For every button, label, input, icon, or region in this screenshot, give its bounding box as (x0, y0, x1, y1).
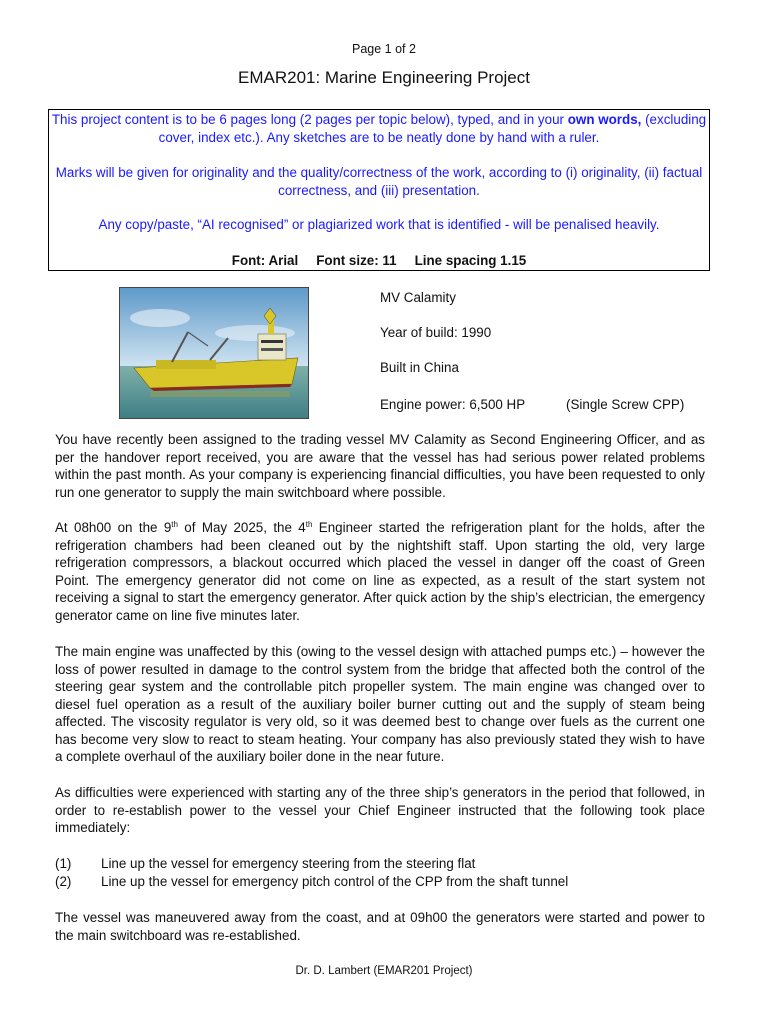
notice-paragraph-2: Marks will be given for originality and the quality/correctness of the work, according to (i) originality, (ii) factual correctness, and (iii) presentation. (55, 165, 703, 198)
list-item (55, 856, 475, 871)
text-run: At 08h00 on the 9 (55, 520, 172, 535)
notice-paragraph-3: Any copy/paste, “AI recognised” or plagiarized work that is identified - will be penalised heavily. (98, 217, 660, 232)
list-text: Line up the vessel for emergency steering from the steering flat (101, 856, 476, 871)
paragraph-blackout (55, 519, 705, 624)
page-number: Page 1 of 2 (352, 42, 416, 56)
engine-power-value: Engine power: 6,500 HP (380, 397, 526, 412)
paragraph-text: The main engine was unaffected by this (owing to the vessel design with attached pumps etc.) – however the loss of power resulted in damage to the control system from the bridge that affected both the control of the steering gear system and the controllable pitch propeller system. The main engine was changed over to diesel fuel operation as a result of the auxiliary boiler burner cutting out and the supply of steam being affected. The viscosity regulator is very old, so it was deemed best to change over fuels as the current one has become very slow to react to steam heating. Your company has also previously stated they wish to have a complete overhaul of the auxiliary boiler done in the near future. (55, 644, 705, 764)
font-requirement: Font: Arial (231, 253, 299, 268)
engine-power (380, 397, 685, 412)
notice-emphasis: own words, (567, 112, 642, 127)
ship-illustration (120, 288, 308, 418)
paragraph-resolution (55, 909, 705, 944)
font-size-requirement: Font size: 11 (316, 253, 397, 268)
vessel-name: MV Calamity (380, 290, 456, 305)
year-of-build: Year of build: 1990 (380, 325, 492, 340)
list-number: (2) (55, 874, 72, 889)
document-title: EMAR201: Marine Engineering Project (238, 68, 530, 87)
notice-text: This project content is to be 6 pages long (2 pages per topic below), typed, and in your (51, 112, 568, 127)
paragraph-text (55, 519, 705, 624)
formatting-requirements (49, 252, 709, 270)
paragraph-instructions (55, 784, 705, 837)
page-footer: Dr. D. Lambert (EMAR201 Project) (295, 965, 473, 977)
notice-paragraph-1 (49, 111, 709, 147)
list-text: Line up the vessel for emergency pitch control of the CPP from the shaft tunnel (101, 874, 569, 889)
paragraph-text: The vessel was maneuvered away from the coast, and at 09h00 the generators were started and power to the main switchboard was re-established. (55, 910, 705, 943)
list-number: (1) (55, 856, 72, 871)
propulsion-note: (Single Screw CPP) (566, 397, 685, 412)
line-spacing-requirement: Line spacing 1.15 (414, 253, 527, 268)
paragraph-text: As difficulties were experienced with starting any of the three ship’s generators in the period that followed, in order to re-establish power to the vessel your Chief Engineer instructed that the following took place immediately: (55, 785, 705, 835)
superscript: th (305, 520, 313, 529)
paragraph-main-engine (55, 643, 705, 766)
text-run: Engineer started the refrigeration plant for the holds, after the refrigeration chambers had been cleaned out by the nightshift staff. Upon starting the old, very large refrigeration compressors, a blackout occurred which placed the vessel in danger off the coast of Green Point. The emergency generator did not come on line as expected, as a result of the start system not receiving a signal to start the emergency generator. After quick action by the ship’s electrician, the emergency generator came on line five minutes later. (55, 520, 705, 623)
notice-text: (excluding cover, index etc.). Any sketches are to be neatly done by hand with a ruler. (158, 112, 707, 145)
text-run: of May 2025, the 4 (177, 520, 306, 535)
superscript: th (171, 520, 178, 529)
instructions-box (48, 109, 710, 271)
ship-photo (119, 287, 309, 419)
paragraph-assignment (55, 431, 705, 501)
paragraph-text: You have recently been assigned to the trading vessel MV Calamity as Second Engineering Officer, and as per the handover report received, you are aware that the vessel has had serious power related problems within the past month. As your company is experiencing financial difficulties, you have been requested to only run one generator to supply the main switchboard where possible. (55, 432, 705, 500)
build-location: Built in China (380, 360, 459, 375)
list-item (55, 874, 568, 889)
